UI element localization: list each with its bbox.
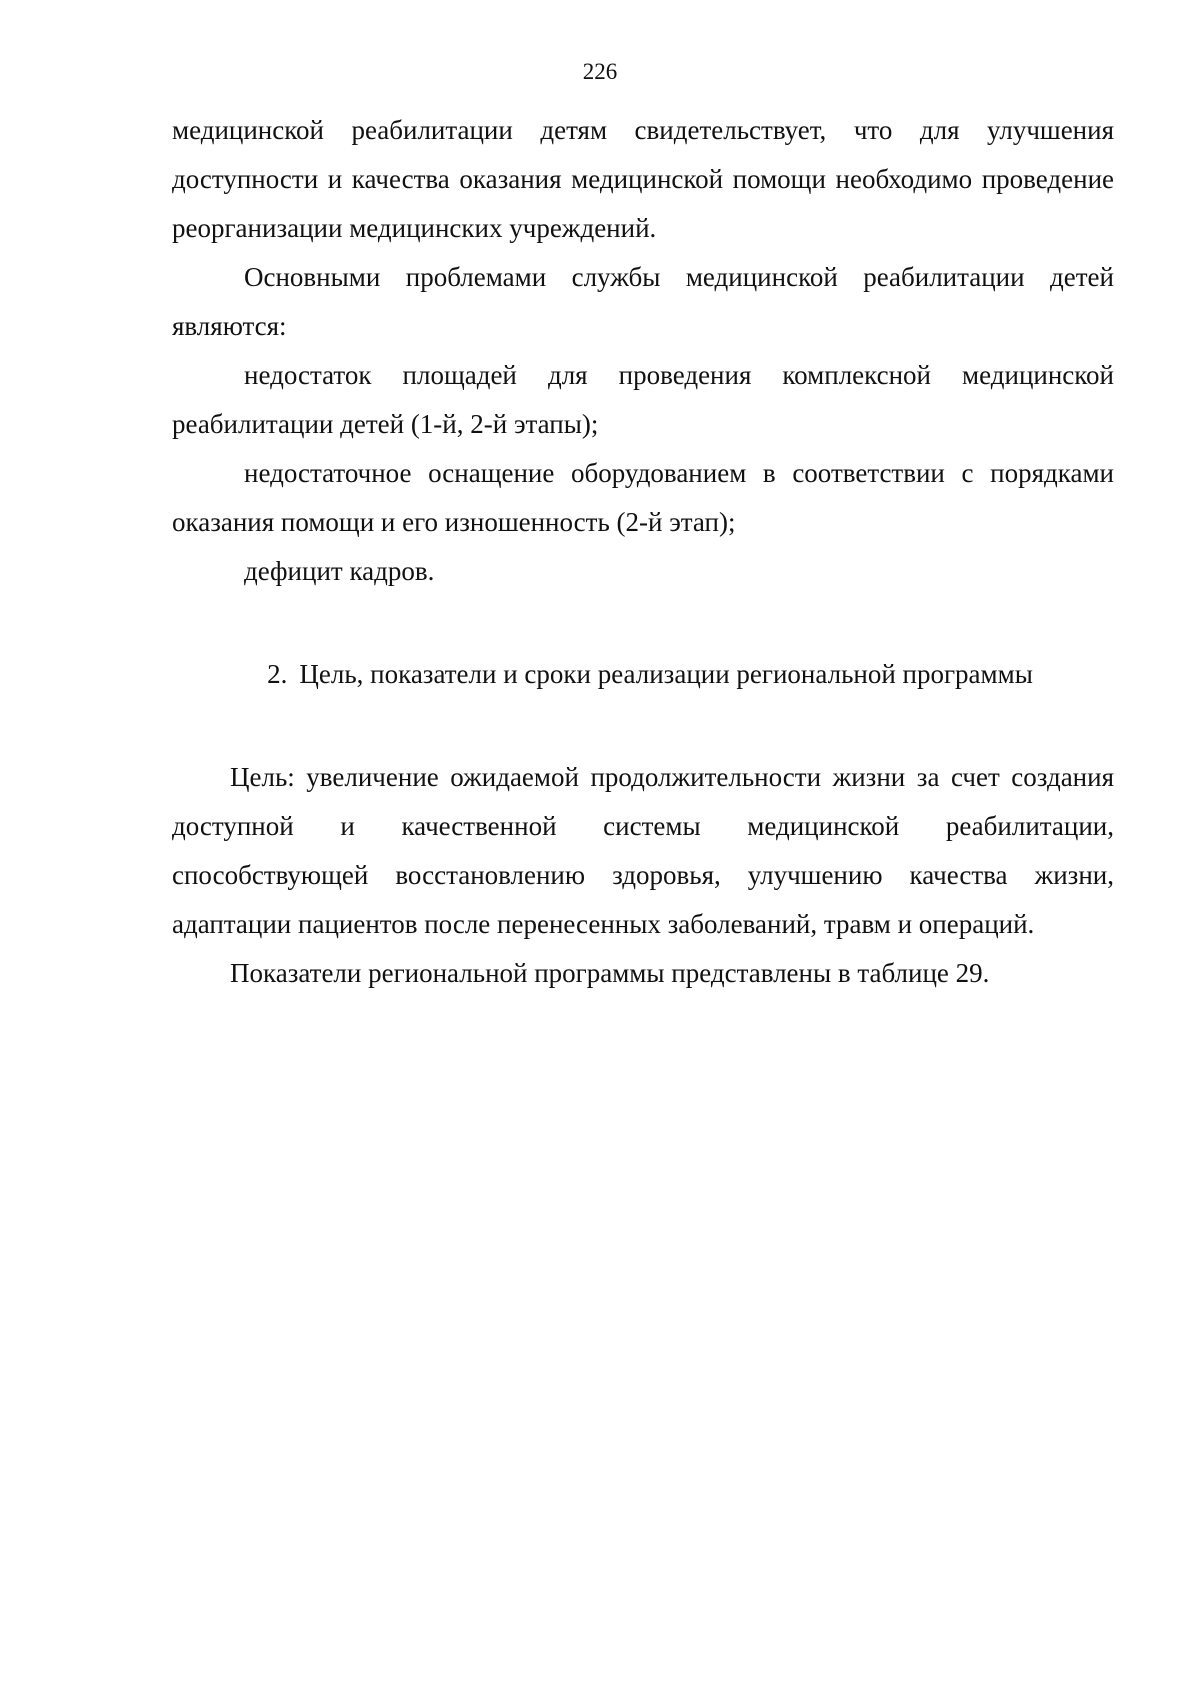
problem-item-area: недостаток площадей для проведения комплексной медицинской реабилитации детей (1-й, 2-й этапы);	[172, 360, 1114, 439]
paragraph-indicators: Показатели региональной программы представлены в таблице 29.	[230, 958, 990, 988]
section-number: 2.	[267, 659, 288, 689]
section-title: Цель, показатели и сроки реализации региональной программы	[299, 659, 1033, 689]
paragraph-goal: Цель: увеличение ожидаемой продолжительности жизни за счет создания доступной и качественной системы медицинской реабилитации, способствующей восстановлению здоровья, улучшению качества жизни, адаптации пациентов после перенесенных заболеваний, травм и операций.	[172, 762, 1114, 939]
problem-item-staff: дефицит кадров.	[244, 556, 435, 586]
problem-item-equipment: недостаточное оснащение оборудованием в соответствии с порядками оказания помощи и его изношенность (2-й этап);	[172, 458, 1114, 537]
paragraph-continuation: медицинской реабилитации детям свидетельствует, что для улучшения доступности и качества оказания медицинской помощи необходимо проведение реорганизации медицинских учреждений.	[172, 115, 1114, 243]
paragraph-problems-intro: Основными проблемами службы медицинской реабилитации детей являются:	[172, 262, 1114, 341]
section-heading	[172, 650, 1114, 699]
page-content	[172, 106, 1114, 998]
page-number: 226	[582, 59, 618, 84]
